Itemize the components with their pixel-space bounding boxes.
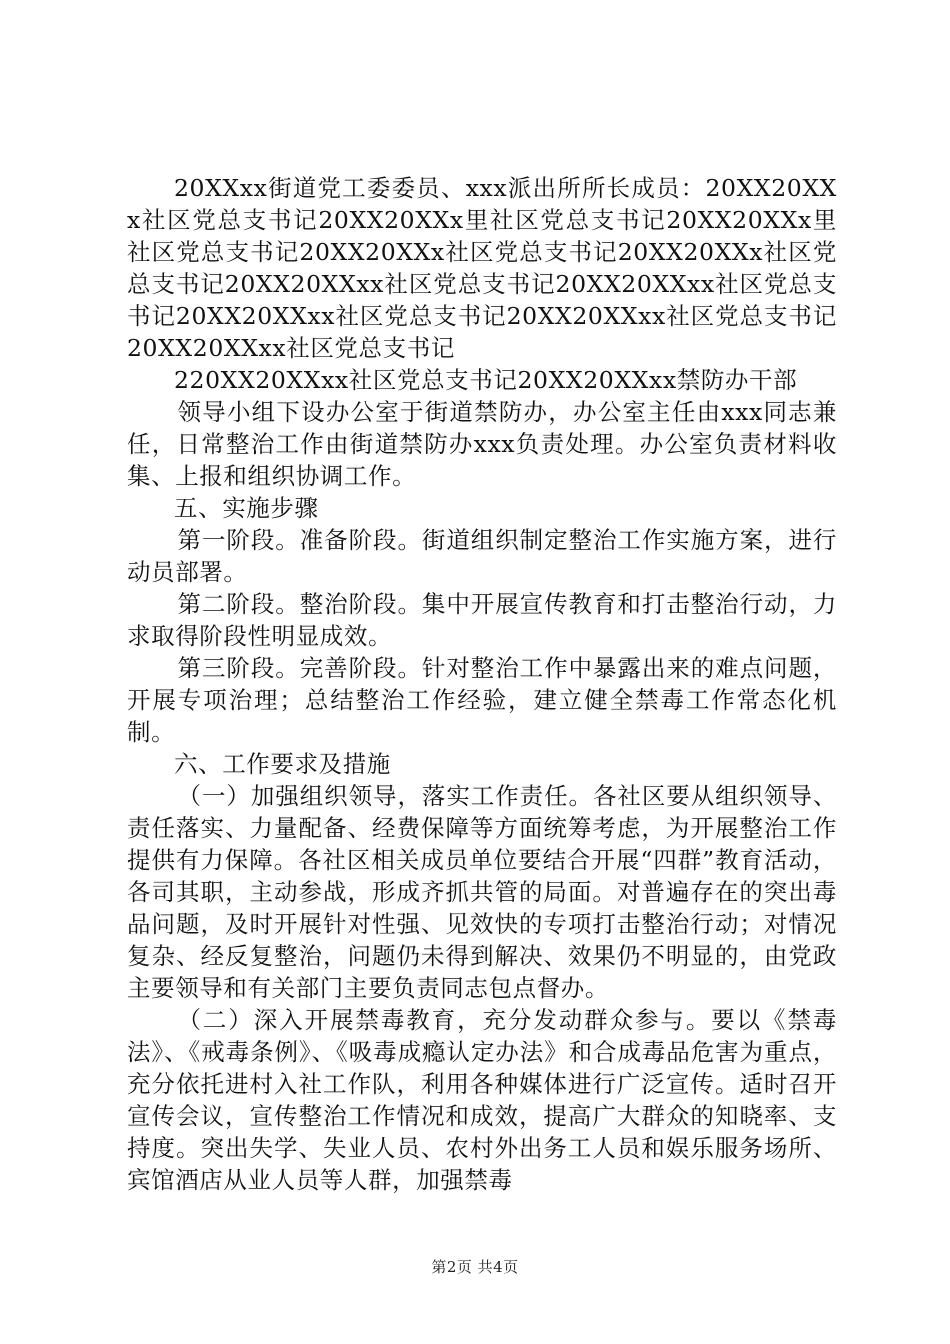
paragraph-office-setup: 领导小组下设办公室于街道禁防办，办公室主任由xxx同志兼任，日常整治工作由街道禁防办xxx负责处理。办公室负责材料收集、上报和组织协调工作。	[127, 398, 837, 490]
paragraph-member-list: 20XXxx街道党工委委员、xxx派出所所长成员：20XX20XXx社区党总支书记20XX20XXx里社区党总支书记20XX20XXx里社区党总支书记20XX20XXx社区党总支书记20XX20XXx社区党总支书记20XX20XXxx社区党总支书记20XX20XXxx社区党总支书记20XX20XXxx社区党总支书记20XX20XXxx社区党总支书记20XX20XXxx社区党总支书记	[127, 174, 837, 362]
paragraph-stage-one: 第一阶段。准备阶段。街道组织制定整治工作实施方案，进行动员部署。	[127, 526, 837, 586]
paragraph-stage-two: 第二阶段。整治阶段。集中开展宣传教育和打击整治行动，力求取得阶段性明显成效。	[127, 590, 837, 650]
paragraph-member-list-continued: 220XX20XXxx社区党总支书记20XX20XXxx禁防办干部	[174, 366, 798, 394]
paragraph-stage-three: 第三阶段。完善阶段。针对整治工作中暴露出来的难点问题，开展专项治理；总结整治工作经验，建立健全禁毒工作常态化机制。	[127, 654, 837, 746]
section-heading-steps: 五、实施步骤	[174, 494, 319, 522]
section-heading-requirements: 六、工作要求及措施	[174, 750, 391, 778]
paragraph-requirement-one: （一）加强组织领导，落实工作责任。各社区要从组织领导、责任落实、力量配备、经费保障等方面统筹考虑，为开展整治工作提供有力保障。各社区相关成员单位要结合开展“四群”教育活动，各司其职，主动参战，形成齐抓共管的局面。对普遍存在的突出毒品问题，及时开展针对性强、见效快的专项打击整治行动；对情况复杂、经反复整治，问题仍未得到解决、效果仍不明显的，由党政主要领导和有关部门主要负责同志包点督办。	[127, 782, 837, 1002]
page-number-footer: 第2页 共4页	[431, 1258, 519, 1276]
paragraph-requirement-two: （二）深入开展禁毒教育，充分发动群众参与。要以《禁毒法》、《戒毒条例》、《吸毒成瘾认定办法》和合成毒品危害为重点，充分依托进村入社工作队，利用各种媒体进行广泛宣传。适时召开宣传会议，宣传整治工作情况和成效，提高广大群众的知晓率、支持度。突出失学、失业人员、农村外出务工人员和娱乐服务场所、宾馆酒店从业人员等人群，加强禁毒	[127, 1006, 837, 1194]
document-body	[127, 172, 837, 1196]
